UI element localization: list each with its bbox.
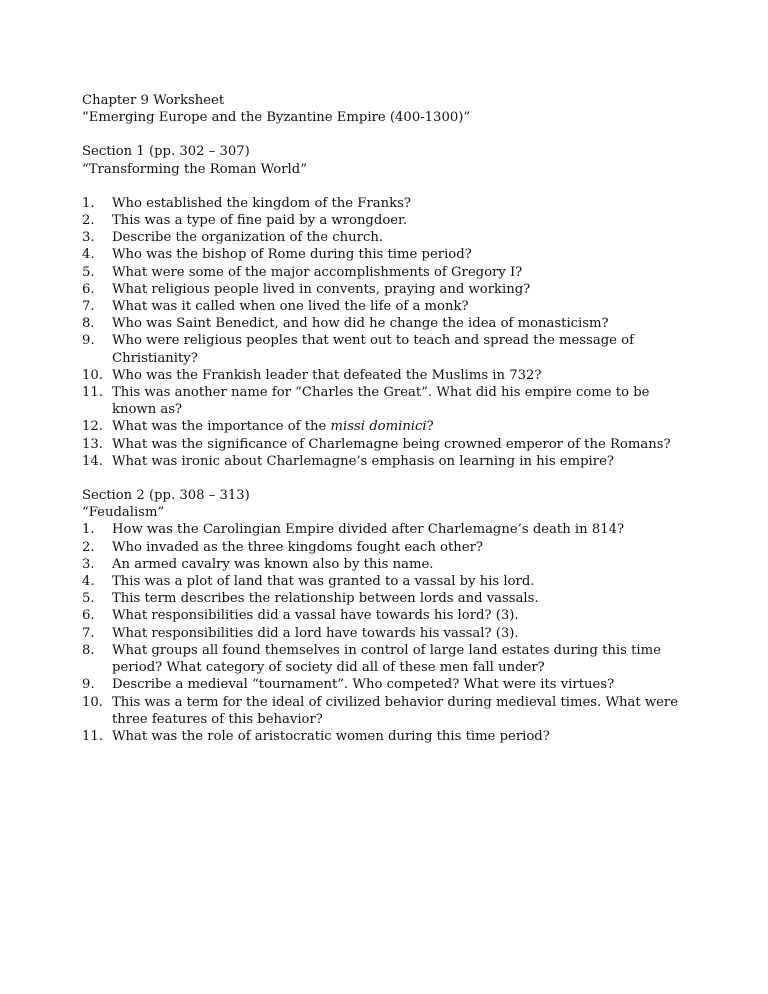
question-item: 9. Who were religious peoples that went out to teach and spread the message of Christianity? bbox=[82, 333, 634, 366]
worksheet-subtitle: “Emerging Europe and the Byzantine Empire (400-1300)” bbox=[82, 110, 471, 126]
question-item: 12. What was the importance of the missi dominici? bbox=[82, 419, 434, 435]
question-item: 8. What groups all found themselves in control of large land estates during this time period? What category of society did all of these men fall under? bbox=[82, 642, 661, 676]
question-text-prefix: What was the importance of the bbox=[112, 419, 331, 435]
question-text: What responsibilities did a lord have towards his vassal? (3). bbox=[112, 625, 519, 641]
question-text-suffix: ? bbox=[426, 419, 434, 435]
question-text: What was ironic about Charlemagne’s emphasis on learning in his empire? bbox=[112, 453, 614, 469]
question-item: 10. This was a term for the ideal of civilized behavior during medieval times. What were three features of this behavior? bbox=[82, 694, 679, 727]
question-text: What responsibilities did a vassal have towards his lord? (3). bbox=[112, 608, 519, 624]
question-text: Who were religious peoples that went out to teach and spread the message of Christianity? bbox=[112, 333, 634, 366]
question-text: Who was the bishop of Rome during this time period? bbox=[112, 247, 472, 263]
question-item: 8. Who was Saint Benedict, and how did he change the idea of monasticism? bbox=[82, 316, 609, 332]
question-item: 5. What were some of the major accomplishments of Gregory I? bbox=[82, 264, 523, 280]
question-item: 11. This was another name for “Charles the Great”. What did his empire come to be known as? bbox=[82, 385, 650, 418]
question-item: 2. This was a type of fine paid by a wrongdoer. bbox=[82, 213, 408, 229]
question-text: What was it called when one lived the life of a monk? bbox=[112, 299, 469, 315]
question-item: 11. What was the role of aristocratic women during this time period? bbox=[82, 728, 550, 744]
section-1-heading: Section 1 (pp. 302 – 307) bbox=[82, 144, 250, 160]
question-text: This was a type of fine paid by a wrongdoer. bbox=[112, 213, 408, 229]
question-text: How was the Carolingian Empire divided after Charlemagne’s death in 814? bbox=[112, 522, 625, 538]
question-text: Who was Saint Benedict, and how did he change the idea of monasticism? bbox=[112, 316, 609, 332]
question-item: 1. How was the Carolingian Empire divided after Charlemagne’s death in 814? bbox=[82, 522, 625, 538]
question-item: 7. What was it called when one lived the life of a monk? bbox=[82, 299, 469, 315]
question-item: 9. Describe a medieval “tournament”. Who competed? What were its virtues? bbox=[82, 677, 615, 693]
question-text: What was the significance of Charlemagne being crowned emperor of the Romans? bbox=[112, 436, 671, 452]
spacer bbox=[82, 178, 688, 195]
missi-dominici-term: missi dominici bbox=[330, 419, 427, 435]
question-item: 3. An armed cavalry was known also by this name. bbox=[82, 556, 434, 572]
question-text: Who was the Frankish leader that defeated the Muslims in 732? bbox=[112, 367, 542, 383]
question-item: 5. This term describes the relationship between lords and vassals. bbox=[82, 591, 539, 607]
section-2-subheading: “Feudalism” bbox=[82, 505, 165, 521]
question-text: An armed cavalry was known also by this name. bbox=[112, 556, 434, 572]
question-text: What groups all found themselves in control of large land estates during this time period? What category of society did all of these men fall under? bbox=[112, 642, 661, 676]
section-2-heading: Section 2 (pp. 308 – 313) bbox=[82, 488, 250, 504]
question-text: This term describes the relationship between lords and vassals. bbox=[112, 591, 539, 607]
spacer bbox=[82, 470, 688, 487]
question-item: 6. What religious people lived in convents, praying and working? bbox=[82, 281, 531, 297]
section-1-subheading: “Transforming the Roman World” bbox=[82, 161, 307, 177]
question-text: This was a term for the ideal of civilized behavior during medieval times. What were three features of this behavior? bbox=[112, 694, 679, 727]
question-item: 6. What responsibilities did a vassal have towards his lord? (3). bbox=[82, 608, 519, 624]
question-text: Describe a medieval “tournament”. Who competed? What were its virtues? bbox=[112, 677, 615, 693]
question-text: Who invaded as the three kingdoms fought each other? bbox=[112, 539, 483, 555]
spacer bbox=[82, 126, 688, 143]
section-2-question-list bbox=[82, 521, 688, 745]
question-item: 13. What was the significance of Charlemagne being crowned emperor of the Romans? bbox=[82, 436, 671, 452]
question-item: 2. Who invaded as the three kingdoms fought each other? bbox=[82, 539, 483, 555]
section-1-question-list bbox=[82, 195, 688, 470]
question-text: This was a plot of land that was granted to a vassal by his lord. bbox=[112, 574, 535, 590]
question-text: What was the role of aristocratic women during this time period? bbox=[112, 728, 550, 744]
question-text: Who established the kingdom of the Franks? bbox=[112, 195, 411, 211]
question-item: 4. This was a plot of land that was granted to a vassal by his lord. bbox=[82, 574, 535, 590]
question-item: 7. What responsibilities did a lord have towards his vassal? (3). bbox=[82, 625, 519, 641]
question-text: What were some of the major accomplishments of Gregory I? bbox=[112, 264, 523, 280]
worksheet-page bbox=[82, 92, 688, 745]
question-item: 3. Describe the organization of the church. bbox=[82, 230, 384, 246]
question-text: This was another name for “Charles the Great”. What did his empire come to be known as? bbox=[112, 385, 650, 418]
worksheet-title: Chapter 9 Worksheet bbox=[82, 93, 225, 108]
question-item: 4. Who was the bishop of Rome during this time period? bbox=[82, 247, 472, 263]
question-item: 14. What was ironic about Charlemagne’s emphasis on learning in his empire? bbox=[82, 453, 614, 469]
question-text: What religious people lived in convents, praying and working? bbox=[112, 281, 531, 297]
question-text: Describe the organization of the church. bbox=[112, 230, 384, 246]
question-item: 10. Who was the Frankish leader that defeated the Muslims in 732? bbox=[82, 367, 542, 383]
question-item: 1. Who established the kingdom of the Franks? bbox=[82, 195, 411, 211]
